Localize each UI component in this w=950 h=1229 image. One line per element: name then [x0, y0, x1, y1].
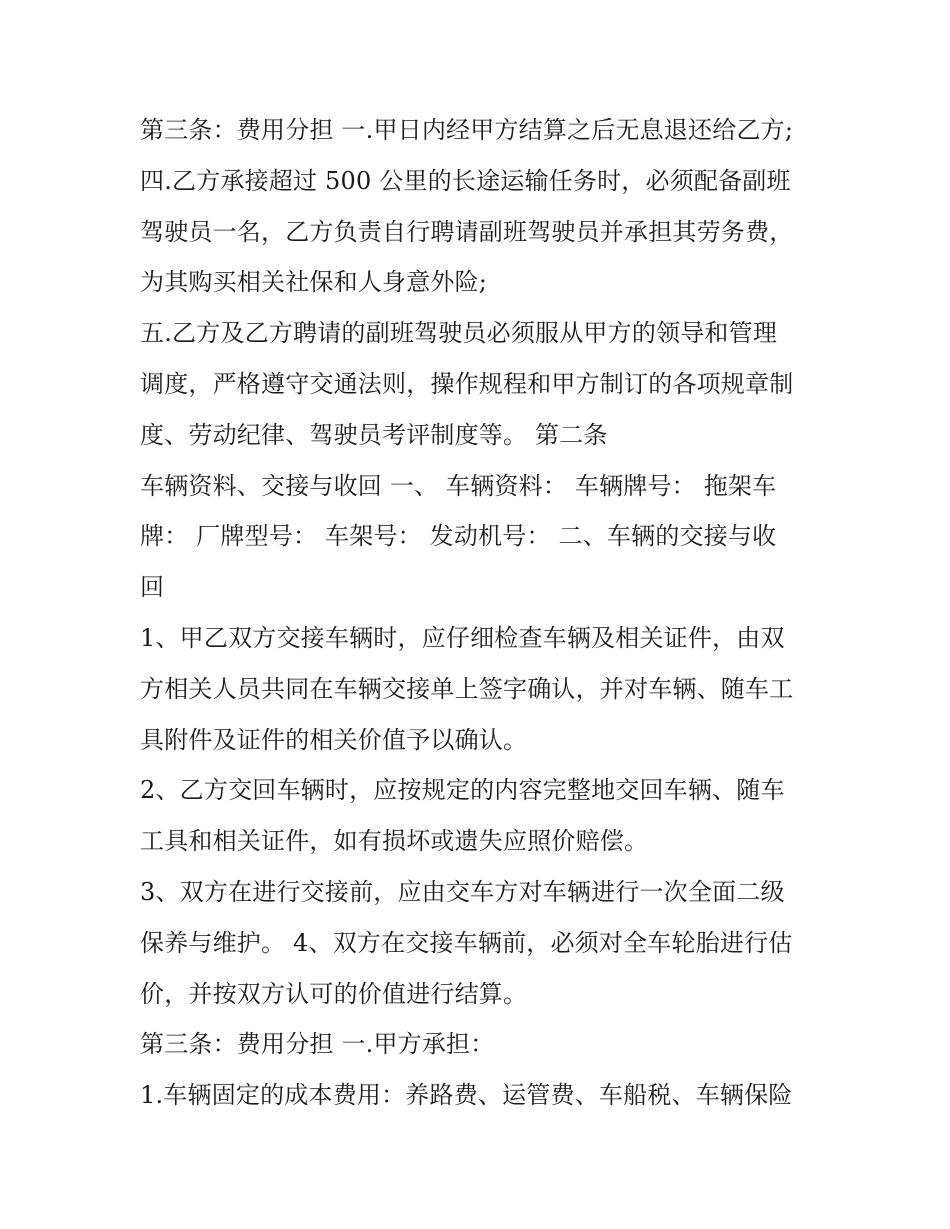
document-body: [140, 105, 820, 1121]
text-line: 调度，严格遵守交通法则，操作规程和甲方制订的各项规章制: [140, 369, 794, 398]
text-line: 车辆资料、交接与收回 一、 车辆资料： 车辆牌号： 拖架车: [140, 471, 777, 500]
text-line: 第三条：费用分担 一.甲日内经甲方结算之后无息退还给乙方;: [140, 116, 794, 144]
text-line: 五.乙方及乙方聘请的副班驾驶员必须服从甲方的领导和管理: [140, 319, 778, 348]
text-line: 1、甲乙双方交接车辆时，应仔细检查车辆及相关证件，由双: [140, 623, 785, 652]
text-line: 第三条：费用分担 一.甲方承担：: [140, 1030, 495, 1059]
text-line: 方相关人员共同在车辆交接单上签字确认，并对车辆、随车工: [140, 674, 794, 703]
text-line: 具附件及证件的相关价值予以确认。: [140, 725, 528, 754]
text-line: 牌： 厂牌型号： 车架号： 发动机号： 二、车辆的交接与收: [140, 522, 777, 551]
text-line: 2、乙方交回车辆时，应按规定的内容完整地交回车辆、随车: [140, 776, 785, 805]
text-line: 1.车辆固定的成本费用：养路费、运管费、车船税、车辆保险: [140, 1081, 793, 1110]
text-line: 3、双方在进行交接前，应由交车方对车辆进行一次全面二级: [140, 877, 785, 906]
text-line: 为其购买相关社保和人身意外险;: [140, 268, 488, 297]
text-line: 保养与维护。 4、双方在交接车辆前，必须对全车轮胎进行估: [140, 928, 793, 957]
text-line: 价，并按双方认可的价值进行结算。: [140, 979, 528, 1008]
text-line: 回: [140, 573, 165, 602]
text-line: 度、劳动纪律、驾驶员考评制度等。 第二条: [140, 420, 608, 449]
text-line: 四.乙方承接超过 500 公里的长途运输任务时，必须配备副班: [140, 166, 791, 195]
text-line: 工具和相关证件，如有损坏或遗失应照价赔偿。: [140, 827, 649, 856]
text-line: 驾驶员一名，乙方负责自行聘请副班驾驶员并承担其劳务费，: [140, 217, 794, 246]
